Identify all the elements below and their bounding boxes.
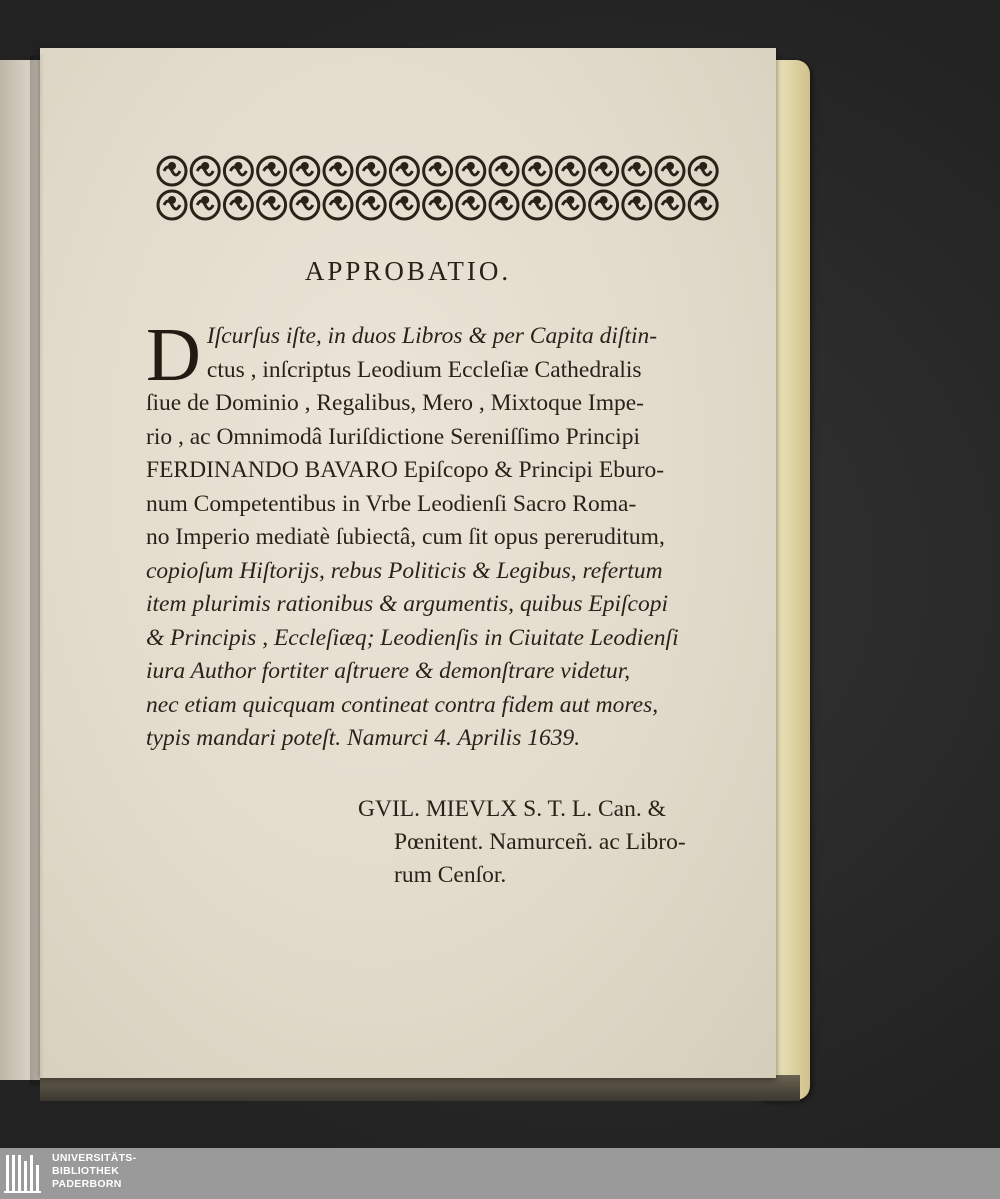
- ornament-dot: [668, 198, 673, 203]
- text-line: Iſcurſus iſte, in duos Libros & per Capita diſtin-: [206, 323, 658, 349]
- ornament-dot: [236, 164, 241, 169]
- text-line: & Principis , Eccleſiæq; Leodienſis in Ciuitate Leodienſi: [146, 624, 679, 651]
- ornament-dot: [435, 198, 440, 203]
- ornament-dot: [402, 198, 407, 203]
- ornament-dot: [634, 164, 639, 169]
- ornament-dot: [269, 198, 274, 203]
- ornament-dot: [435, 164, 440, 169]
- ornament-dot: [701, 198, 706, 203]
- signature-line: rum Cenſor.: [394, 862, 507, 888]
- signature-line: Pœnitent. Namurceñ. ac Libro-: [394, 829, 686, 855]
- text-line: no Imperio mediatè ſubiectâ, cum ſit opus pereruditum,: [146, 524, 665, 550]
- text-line: num Competentibus in Vrbe Leodienſi Sacro Roma-: [146, 490, 637, 517]
- text-line: copioſum Hiſtorijs, rebus Politicis & Legibus, refertum: [146, 557, 663, 584]
- page-bottom-shadow: [40, 1075, 800, 1101]
- censor-signature: [358, 793, 738, 892]
- ornament-dot: [336, 198, 341, 203]
- ornament-dot: [402, 164, 407, 169]
- ornament-dot: [203, 198, 208, 203]
- ornament-dot: [170, 164, 175, 169]
- ornament-dot: [468, 198, 473, 203]
- ornament-dot: [601, 164, 606, 169]
- ornament-dot: [369, 198, 374, 203]
- page-heading: APPROBATIO.: [304, 256, 512, 286]
- library-name: [52, 1152, 136, 1191]
- library-name-line: BIBLIOTHEK: [52, 1165, 120, 1177]
- ornament-dot: [568, 164, 573, 169]
- spine-shadow: [30, 55, 44, 1085]
- ornament-dot: [336, 164, 341, 169]
- ornament-dot: [236, 198, 241, 203]
- ornament-dot: [502, 164, 507, 169]
- ornament-dot: [568, 198, 573, 203]
- text-line: ſiue de Dominio , Regalibus, Mero , Mixtoque Impe-: [146, 390, 644, 416]
- ornament-dot: [302, 198, 307, 203]
- ornament-dot: [369, 164, 374, 169]
- ornament-dot: [701, 164, 706, 169]
- library-logo-icon: [4, 1151, 44, 1195]
- approbation-text: [146, 313, 746, 756]
- ornament-dot: [535, 198, 540, 203]
- ornament-dot: [203, 164, 208, 169]
- ornament-dot: [302, 164, 307, 169]
- ornament-dot: [601, 198, 606, 203]
- ornament-dot: [668, 164, 673, 169]
- text-line: rio , ac Omnimodâ Iuriſdictione Sereniſſimo Principi: [146, 423, 641, 450]
- ornament-dot: [170, 198, 175, 203]
- ornament-dot: [269, 164, 274, 169]
- text-line: FERDINANDO BAVARO Epiſcopo & Principi Eburo-: [146, 457, 665, 483]
- text-line: typis mandari poteſt. Namurci 4. Aprilis 1639.: [146, 725, 581, 751]
- ornament-dot: [468, 164, 473, 169]
- text-line: item plurimis rationibus & argumentis, quibus Epiſcopi: [146, 591, 669, 617]
- library-name-line: UNIVERSITÄTS-: [52, 1152, 137, 1164]
- ornament-dot: [535, 164, 540, 169]
- ornament-border: [155, 153, 722, 223]
- text-line: iura Author fortiter aſtruere & demonſtrare videtur,: [146, 658, 631, 684]
- ornament-dot: [502, 198, 507, 203]
- text-line: nec etiam quicquam contineat contra fidem aut mores,: [146, 691, 659, 718]
- library-footer: [0, 1148, 1000, 1199]
- ornament-dot: [634, 198, 639, 203]
- library-name-line: PADERBORN: [52, 1178, 122, 1190]
- book-page: [40, 48, 776, 1078]
- drop-cap: D: [146, 313, 201, 397]
- signature-line: GVIL. MIEVLX S. T. L. Can. &: [358, 796, 666, 822]
- text-line: ctus , inſcriptus Leodium Eccleſiæ Cathedralis: [206, 356, 642, 383]
